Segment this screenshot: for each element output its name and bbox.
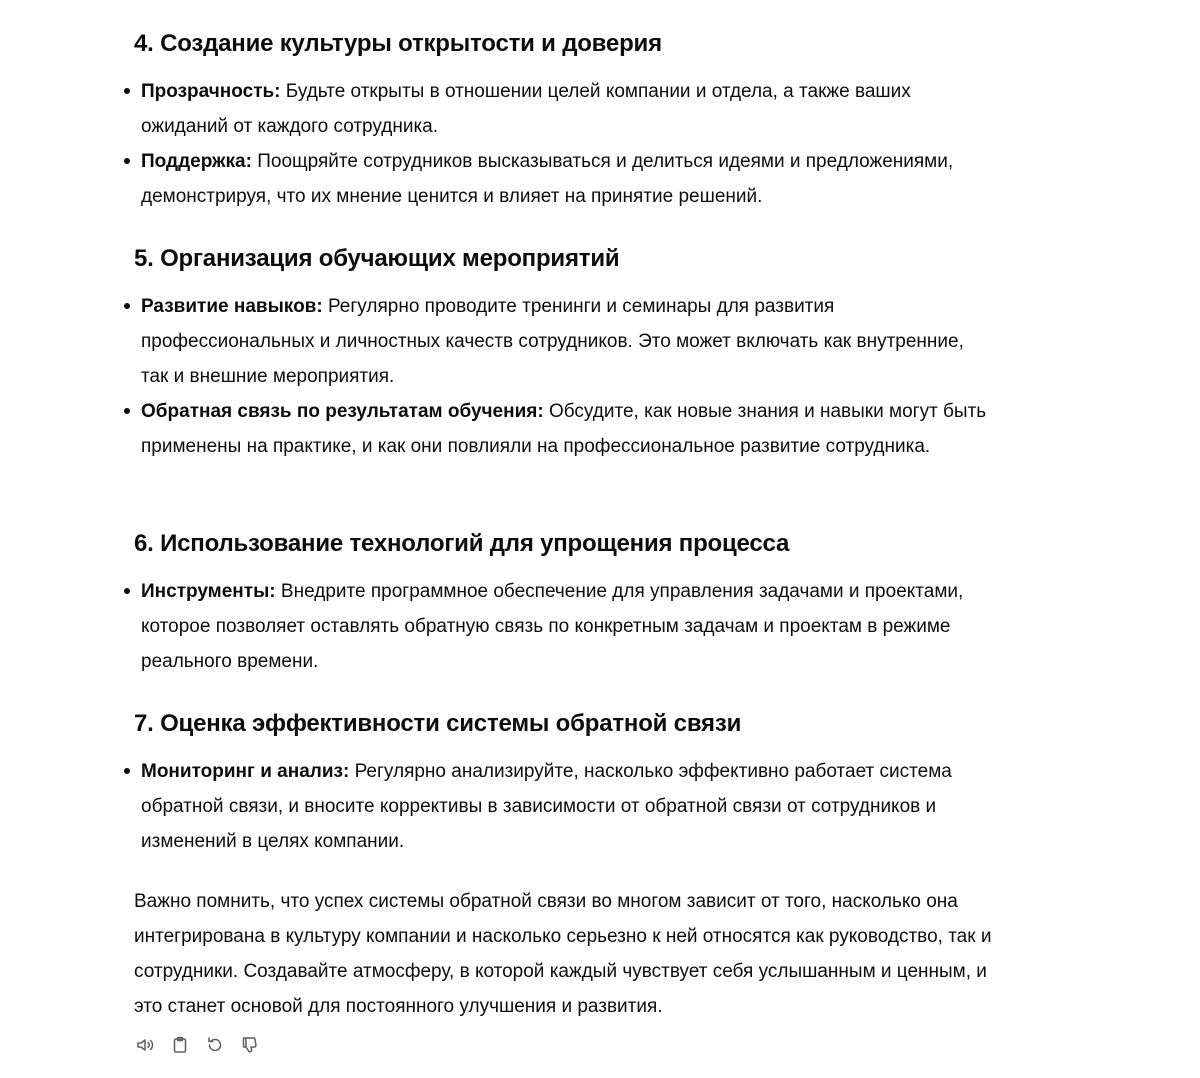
- bullet-term: Мониторинг и анализ:: [141, 761, 350, 782]
- bullet-dot: [124, 588, 130, 594]
- bullet-list-4: [0, 74, 991, 214]
- clipboard-icon: [170, 1035, 190, 1055]
- bullet-list-5: [0, 289, 991, 464]
- bullet-term: Прозрачность:: [141, 81, 281, 102]
- section-title-4: 4. Создание культуры открытости и доверия: [134, 30, 662, 57]
- read-aloud-button[interactable]: [134, 1034, 156, 1056]
- bullet-term: Инструменты:: [141, 581, 276, 602]
- dislike-button[interactable]: [239, 1034, 261, 1056]
- thumbs-down-icon: [240, 1035, 260, 1055]
- regenerate-button[interactable]: [204, 1034, 226, 1056]
- list-item: [0, 574, 991, 679]
- refresh-icon: [205, 1035, 225, 1055]
- bullet-text: Регулярно проводите тренинги и семинары для развития профессиональных и личностных качеств сотрудников. Это может включать как внутренние, так и внешние мероприятия.: [141, 296, 964, 387]
- bullet-text: Внедрите программное обеспечение для управления задачами и проектами, которое позволяет оставлять обратную связь по конкретным задачам и проектам в режиме реального времени.: [141, 581, 964, 672]
- bullet-dot: [124, 768, 130, 774]
- bullet-text: Обсудите, как новые знания и навыки могут быть применены на практике, и как они повлияли на профессиональное развитие сотрудника.: [141, 401, 987, 457]
- bullet-dot: [124, 408, 130, 414]
- list-item: [0, 754, 991, 859]
- list-item: [0, 289, 991, 394]
- section-title-7: 7. Оценка эффективности системы обратной связи: [134, 710, 742, 737]
- bullet-dot: [124, 158, 130, 164]
- list-item: [0, 144, 991, 214]
- bullet-list-6: [0, 574, 991, 679]
- bullet-dot: [124, 88, 130, 94]
- summary-paragraph: Важно помнить, что успех системы обратной связи во многом зависит от того, насколько она интегрирована в культуру компании и насколько серьезно к ней относятся как руководство, так и сотрудники. Создавайте атмосферу, в которой каждый чувствует себя услышанным и ценным, и это станет основой для постоянного улучшения и развития.: [134, 891, 992, 1017]
- copy-button[interactable]: [169, 1034, 191, 1056]
- bullet-term: Обратная связь по результатам обучения:: [141, 401, 544, 422]
- bullet-list-7: [0, 754, 991, 859]
- bullet-term: Развитие навыков:: [141, 296, 323, 317]
- speaker-icon: [135, 1035, 155, 1055]
- section-title-6: 6. Использование технологий для упрощения процесса: [134, 530, 790, 557]
- bullet-text: Будьте открыты в отношении целей компании и отдела, а также ваших ожиданий от каждого сотрудника.: [141, 81, 911, 137]
- bullet-text: Регулярно анализируйте, насколько эффективно работает система обратной связи, и вносите коррективы в зависимости от обратной связи от сотрудников и изменений в целях компании.: [141, 761, 952, 852]
- section-title-5: 5. Организация обучающих мероприятий: [134, 245, 620, 272]
- list-item: [0, 74, 991, 144]
- bullet-term: Поддержка:: [141, 151, 252, 172]
- message-actions: [134, 1034, 261, 1056]
- bullet-dot: [124, 303, 130, 309]
- list-item: [0, 394, 991, 464]
- bullet-text: Поощряйте сотрудников высказываться и делиться идеями и предложениями, демонстрируя, что их мнение ценится и влияет на принятие решений.: [141, 151, 954, 207]
